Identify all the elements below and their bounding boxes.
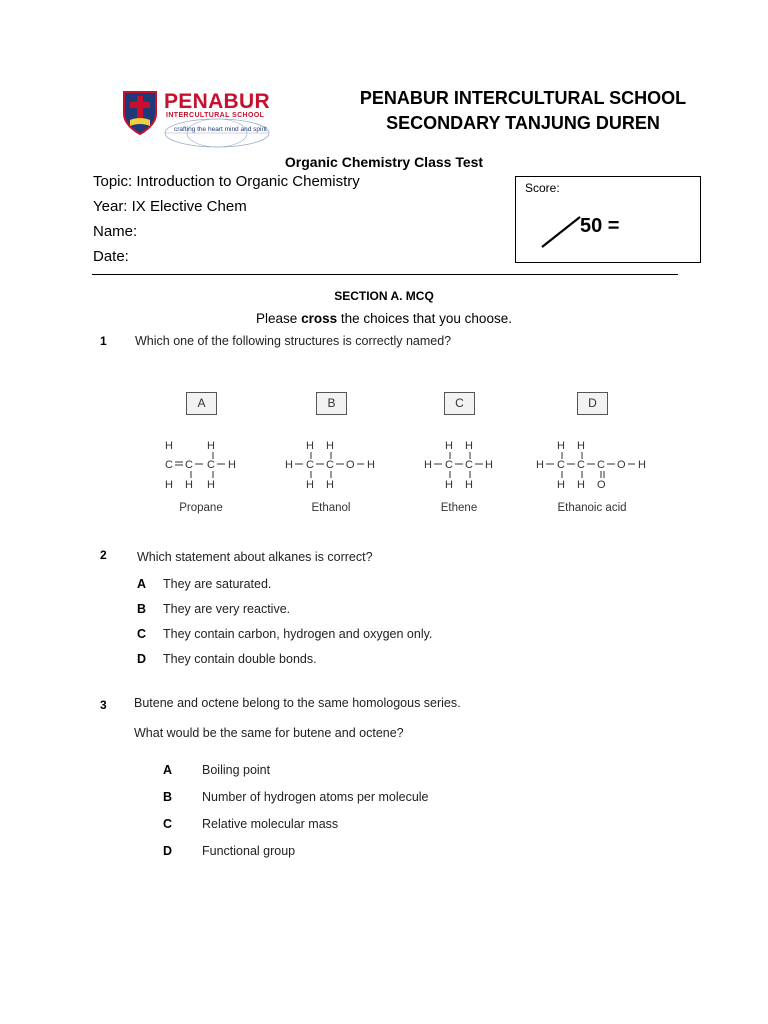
svg-text:H: H — [207, 440, 215, 452]
svg-text:C: C — [306, 459, 314, 471]
q2-option-d-letter[interactable]: D — [137, 652, 147, 666]
q2-option-a-text: They are saturated. — [163, 577, 272, 591]
structure-b-name: Ethanol — [311, 502, 351, 514]
structure-a-name: Propane — [179, 502, 223, 514]
svg-text:O: O — [346, 459, 355, 471]
test-title: Organic Chemistry Class Test — [284, 154, 484, 170]
crest-icon — [122, 90, 158, 136]
question-3-text: Butene and octene belong to the same homologous series. — [134, 696, 461, 710]
svg-text:H: H — [165, 479, 173, 491]
q2-option-b-letter[interactable]: B — [137, 602, 147, 616]
q3-option-d-text: Functional group — [202, 844, 296, 858]
q2-option-b-text: They are very reactive. — [163, 602, 291, 616]
svg-text:C: C — [445, 459, 453, 471]
structure-a-box: A — [186, 392, 217, 415]
header-divider — [92, 274, 678, 275]
question-2-text: Which statement about alkanes is correct? — [137, 550, 373, 564]
svg-text:C: C — [165, 459, 173, 471]
svg-text:H: H — [465, 479, 473, 491]
instruction-pre: Please — [256, 311, 302, 326]
svg-text:H: H — [165, 440, 173, 452]
svg-text:C: C — [185, 459, 193, 471]
structure-c-name: Ethene — [440, 502, 478, 514]
svg-text:O: O — [617, 459, 626, 471]
year-line: Year: IX Elective Chem — [93, 198, 247, 215]
section-instruction — [200, 311, 568, 326]
svg-text:H: H — [485, 459, 493, 471]
instruction-post: the choices that you choose. — [337, 311, 512, 326]
question-3-subtext: What would be the same for butene and octene? — [134, 726, 404, 740]
svg-text:C: C — [326, 459, 334, 471]
q2-option-c-letter[interactable]: C — [137, 627, 147, 641]
q2-option-d-text: They contain double bonds. — [163, 652, 317, 666]
globe-icon — [162, 118, 272, 148]
structure-d-name: Ethanoic acid — [557, 502, 627, 514]
svg-text:C: C — [465, 459, 473, 471]
logo-subtitle: INTERCULTURAL SCHOOL — [166, 112, 265, 119]
q3-option-b-text: Number of hydrogen atoms per molecule — [202, 790, 429, 804]
structure-a-formula — [163, 437, 253, 497]
svg-text:C: C — [577, 459, 585, 471]
svg-text:H: H — [185, 479, 193, 491]
q2-option-a-letter[interactable]: A — [137, 577, 147, 591]
svg-text:H: H — [577, 479, 585, 491]
structure-d-box: D — [577, 392, 608, 415]
structure-b-formula — [284, 437, 384, 497]
logo-tagline: crafting the heart mind and spirit — [174, 126, 267, 133]
date-field: Date: — [93, 248, 129, 265]
structure-d-formula — [535, 437, 655, 497]
question-1-text: Which one of the following structures is correctly named? — [135, 334, 452, 348]
svg-text:O: O — [597, 479, 606, 491]
name-field: Name: — [93, 223, 138, 240]
svg-text:H: H — [326, 479, 334, 491]
q3-option-a-letter[interactable]: A — [163, 763, 173, 777]
svg-text:H: H — [445, 479, 453, 491]
structure-b-box: B — [316, 392, 347, 415]
svg-text:H: H — [228, 459, 236, 471]
q3-option-b-letter[interactable]: B — [163, 790, 173, 804]
svg-text:H: H — [445, 440, 453, 452]
question-1-number: 1 — [100, 334, 107, 348]
structure-c-box: C — [444, 392, 475, 415]
school-name-line2: SECONDARY TANJUNG DUREN — [386, 113, 660, 133]
svg-text:H: H — [306, 479, 314, 491]
svg-text:H: H — [638, 459, 646, 471]
svg-text:C: C — [597, 459, 605, 471]
svg-text:H: H — [424, 459, 432, 471]
score-total: 50 = — [580, 215, 620, 237]
q3-option-c-letter[interactable]: C — [163, 817, 173, 831]
school-logo — [122, 88, 282, 150]
question-2-number: 2 — [100, 548, 107, 562]
svg-text:H: H — [285, 459, 293, 471]
q3-option-a-text: Boiling point — [202, 763, 271, 777]
topic-line: Topic: Introduction to Organic Chemistry — [93, 173, 360, 190]
svg-text:H: H — [207, 479, 215, 491]
svg-text:H: H — [306, 440, 314, 452]
q3-option-d-letter[interactable]: D — [163, 844, 173, 858]
instruction-bold: cross — [301, 311, 338, 326]
svg-text:H: H — [465, 440, 473, 452]
svg-text:H: H — [367, 459, 375, 471]
svg-text:H: H — [557, 440, 565, 452]
structure-c-formula — [423, 437, 513, 497]
score-box — [515, 176, 701, 263]
svg-text:H: H — [577, 440, 585, 452]
q3-option-c-text: Relative molecular mass — [202, 817, 339, 831]
score-label: Score: — [525, 181, 560, 195]
svg-text:H: H — [536, 459, 544, 471]
svg-text:C: C — [557, 459, 565, 471]
section-title: SECTION A. MCQ — [334, 289, 434, 303]
svg-text:C: C — [207, 459, 215, 471]
svg-text:H: H — [326, 440, 334, 452]
logo-name: PENABUR — [164, 90, 270, 113]
school-name-line1: PENABUR INTERCULTURAL SCHOOL — [359, 88, 687, 108]
svg-text:H: H — [557, 479, 565, 491]
q2-option-c-text: They contain carbon, hydrogen and oxygen only. — [163, 627, 433, 641]
question-3-number: 3 — [100, 698, 107, 712]
